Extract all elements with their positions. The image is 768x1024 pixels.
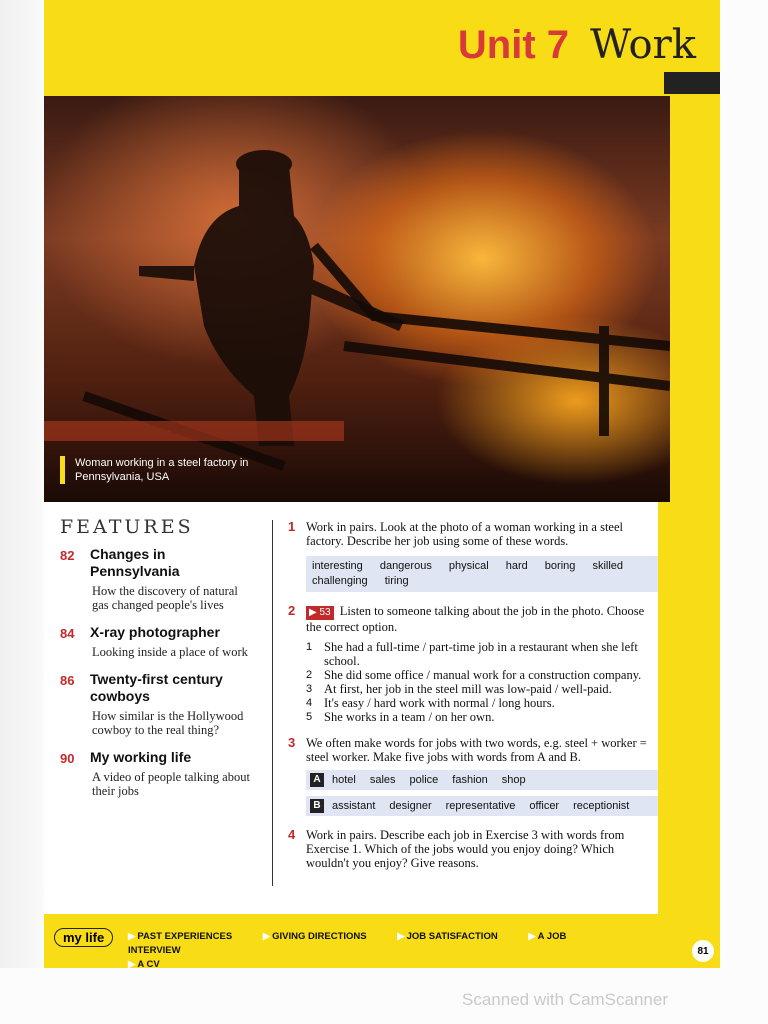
feature-item xyxy=(60,546,250,612)
page-number: 81 xyxy=(692,940,714,962)
exercise-number: 1 xyxy=(288,519,296,534)
list-item: 4 It's easy / hard work with normal / long hours. xyxy=(306,696,555,710)
arrow-icon: ▶ xyxy=(397,931,405,942)
features-heading: FEATURES xyxy=(60,516,194,538)
exercise-4 xyxy=(288,828,658,870)
footer-link[interactable]: ▶ PAST EXPERIENCES xyxy=(128,931,233,942)
steel-factory-photo xyxy=(44,96,670,502)
unit-title: Work xyxy=(590,22,696,68)
word-row-a: A hotel sales police fashion shop xyxy=(306,770,658,790)
scanner-watermark: Scanned with CamScanner xyxy=(462,990,669,1009)
feature-page: 90 xyxy=(60,751,75,766)
word: boring xyxy=(544,560,576,572)
footer-link[interactable]: ▶ JOB SATISFACTION xyxy=(397,931,498,942)
audio-track-number: 53 xyxy=(319,607,331,618)
word-box xyxy=(306,556,658,592)
word: tiring xyxy=(384,575,409,587)
word: hard xyxy=(505,560,528,572)
arrow-icon: ▶ xyxy=(128,959,136,970)
exercise-instructions: Work in pairs. Describe each job in Exercise 3 with words from Exercise 1. Which of the jobs would you enjoy doing? Which wouldn't you enjoy? Give reasons. xyxy=(306,828,625,870)
feature-title: My working life xyxy=(90,749,192,765)
worker-silhouette xyxy=(44,96,670,502)
feature-desc: A video of people talking about their jobs xyxy=(92,770,250,798)
list-item: 3 At first, her job in the steel mill was low-paid / well-paid. xyxy=(306,682,612,696)
feature-desc: How similar is the Hollywood cowboy to the real thing? xyxy=(92,709,244,737)
feature-title: X-ray photographer xyxy=(90,624,220,640)
row-label: B xyxy=(310,799,324,813)
exercise-number: 4 xyxy=(288,827,296,842)
footer-link[interactable]: ▶ A CV xyxy=(128,959,160,970)
row-label: A xyxy=(310,773,324,787)
word: physical xyxy=(448,560,489,572)
features-column xyxy=(60,516,250,810)
feature-page: 86 xyxy=(60,673,75,688)
exercise-text: Listen to someone talking about the job in the photo. Choose the correct option. xyxy=(306,604,645,634)
content-panel xyxy=(44,502,658,914)
word: dangerous xyxy=(379,560,432,572)
arrow-icon: ▶ xyxy=(128,931,136,942)
exercise-number: 2 xyxy=(288,603,296,618)
arrow-icon: ▶ xyxy=(528,931,536,942)
feature-desc: Looking inside a place of work xyxy=(92,645,248,659)
exercise-instructions: We often make words for jobs with two words, e.g. steel + worker = steel worker. Make five jobs with words from A and B. xyxy=(306,736,647,764)
feature-item xyxy=(60,749,250,798)
list-item: 1 She had a full-time / part-time job in a restaurant when she left school. xyxy=(306,640,638,668)
feature-item xyxy=(60,624,250,659)
audio-track-icon[interactable]: ▶ 53 xyxy=(306,606,334,620)
feature-desc: How the discovery of natural gas changed people's lives xyxy=(92,584,238,612)
my-life-logo: my life xyxy=(54,928,113,947)
exercise-instructions: Work in pairs. Look at the photo of a woman working in a steel factory. Describe her job using some of these words. xyxy=(306,520,623,548)
options-list xyxy=(306,640,658,724)
word: interesting xyxy=(312,560,363,572)
word: skilled xyxy=(592,560,624,572)
corner-tab xyxy=(664,72,720,94)
feature-title: Changes in Pennsylvania xyxy=(90,546,180,579)
page-title xyxy=(458,22,696,68)
feature-title: Twenty-first century cowboys xyxy=(90,671,223,704)
footer-link[interactable]: ▶ GIVING DIRECTIONS xyxy=(262,931,367,942)
word-row-b: B assistant designer representative officer receptionist xyxy=(306,796,658,816)
footer-link[interactable]: ▶ A JOB INTERVIEW xyxy=(128,931,567,956)
column-divider xyxy=(272,520,273,886)
feature-page: 84 xyxy=(60,626,75,641)
exercise-3 xyxy=(288,736,658,816)
feature-page: 82 xyxy=(60,548,75,563)
list-item: 2 She did some office / manual work for a construction company. xyxy=(306,668,642,682)
page-edge xyxy=(0,0,44,968)
unit-label: Unit 7 xyxy=(457,23,570,67)
exercise-instructions xyxy=(306,604,658,634)
word: challenging xyxy=(312,575,368,587)
arrow-icon: ▶ xyxy=(262,931,271,942)
exercise-1 xyxy=(288,520,658,592)
exercise-2 xyxy=(288,604,658,724)
exercises-column xyxy=(288,520,658,882)
exercise-number: 3 xyxy=(288,735,296,750)
photo-caption: Woman working in a steel factory in Pennsylvania, USA xyxy=(60,456,275,484)
page-footer xyxy=(44,918,720,968)
footer-links xyxy=(128,930,628,972)
feature-item xyxy=(60,671,250,737)
list-item: 5 She works in a team / on her own. xyxy=(306,710,495,724)
